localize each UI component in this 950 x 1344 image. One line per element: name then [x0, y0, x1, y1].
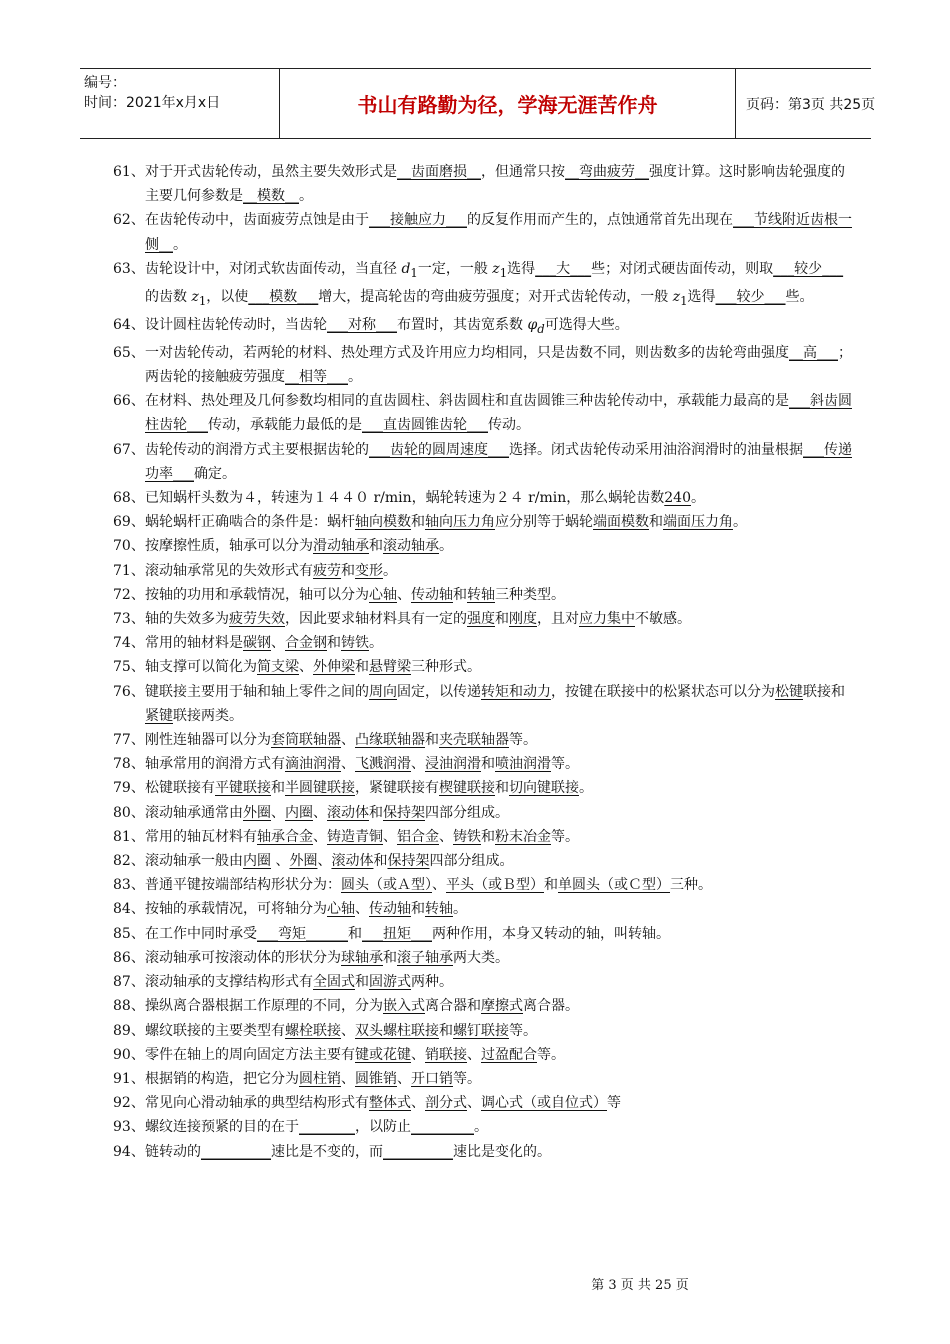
item-text: 轴承常用的润滑方式有滴油润滑、飞溅润滑、浸油润滑和喷油润滑等。 [145, 756, 579, 773]
list-item [113, 1067, 853, 1091]
item-number: 68、 [113, 490, 145, 507]
list-item [113, 728, 853, 752]
item-text: 根据销的构造，把它分为圆柱销、圆锥销、开口销等。 [145, 1070, 481, 1087]
item-text: 普通平键按端部结构形状分为：圆头（或Ａ型）、平头（或Ｂ型）和单圆头（或Ｃ型）三种。 [145, 877, 712, 894]
item-text: 键联接主要用于轴和轴上零件之间的周向固定，以传递转矩和动力，按键在联接中的松紧状态可以分为松键联接和紧键联接两类。 [145, 683, 845, 724]
item-number: 75、 [113, 659, 145, 676]
header-meta [80, 69, 280, 138]
item-number: 71、 [113, 562, 145, 579]
page-header [80, 68, 876, 139]
page-footer: 第 3 页 共 25 页 [591, 1278, 689, 1293]
item-number: 93、 [113, 1119, 145, 1136]
question-list [113, 160, 853, 1164]
list-item [113, 680, 853, 728]
item-number: 80、 [113, 804, 145, 821]
list-item [113, 208, 853, 256]
item-number: 81、 [113, 828, 145, 845]
item-number: 67、 [113, 441, 145, 458]
list-item [113, 897, 853, 921]
item-text: 在齿轮传动中，齿面疲劳点蚀是由于___接触应力___的反复作用而产生的，点蚀通常首先出现在___节线附近齿根一侧__。 [145, 212, 852, 253]
item-text: 螺纹连接预紧的目的在于________，以防止_________。 [145, 1119, 488, 1136]
list-item [113, 1043, 853, 1067]
item-number: 74、 [113, 635, 145, 652]
item-number: 69、 [113, 514, 145, 531]
item-number: 91、 [113, 1070, 145, 1087]
item-text: 一对齿轮传动，若两轮的材料、热处理方式及许用应力均相同，只是齿数不同，则齿数多的齿轮弯曲强度__高___；两齿轮的接触疲劳强度__相等___。 [145, 344, 852, 386]
list-item [113, 801, 853, 825]
list-item [113, 825, 853, 849]
list-item [113, 510, 853, 534]
item-text: 设计圆柱齿轮传动时，当齿轮___对称___布置时，其齿宽系数 $\varphi_d$可选得大些。 [145, 316, 629, 336]
item-text: 齿轮传动的润滑方式主要根据齿轮的___齿轮的圆周速度___选择。闭式齿轮传动采用油浴润滑时的油量根据___传递功率___确定。 [145, 441, 852, 482]
item-text: 刚性连轴器可以分为套筒联轴器、凸缘联轴器和夹壳联轴器等。 [145, 732, 537, 749]
list-item [113, 257, 853, 313]
item-number: 66、 [113, 393, 145, 410]
item-number: 72、 [113, 586, 145, 603]
item-text: 松键联接有平键联接和半圆键联接，紧键联接有楔键联接和切向键联接。 [145, 780, 593, 797]
item-text: 齿轮设计中，对闭式软齿面传动，当直径 $d_1$一定，一般 $z_1$选得___大___些；对闭式硬齿面传动，则取___较少___的齿数 $z_1$，以使___模数___增大，提高轮齿的弯曲疲劳强度；对开式齿轮传动，一般 $z_1$选得___较少___些。 [145, 260, 844, 308]
list-item [113, 486, 853, 510]
list-item [113, 438, 853, 486]
list-item [113, 922, 853, 946]
item-number: 78、 [113, 756, 145, 773]
item-text: 轴的失效多为疲劳失效，因此要求轴材料具有一定的强度和刚度，且对应力集中不敏感。 [145, 611, 691, 628]
list-item [113, 994, 853, 1018]
item-number: 87、 [113, 974, 145, 991]
date-label: 时间：2021年x月x日 [84, 95, 221, 111]
item-text: 在工作中同时承受___弯矩______和___扭矩___两种作用，本身又转动的轴，叫转轴。 [145, 925, 670, 942]
list-item [113, 873, 853, 897]
item-text: 滚动轴承常见的失效形式有疲劳和变形。 [145, 562, 397, 579]
item-number: 73、 [113, 611, 145, 628]
item-text: 对于开式齿轮传动，虽然主要失效形式是__齿面磨损__，但通常只按__弯曲疲劳__强度计算。这时影响齿轮强度的主要几何参数是__模数__。 [145, 164, 845, 205]
list-item [113, 631, 853, 655]
item-text: 按轴的承载情况，可将轴分为心轴、传动轴和转轴。 [145, 901, 467, 918]
list-item [113, 534, 853, 558]
item-number: 63、 [113, 260, 145, 277]
item-text: 已知蜗杆头数为４，转速为１４４０ r/min，蜗轮转速为２４ r/min，那么蜗轮齿数240。 [145, 490, 705, 507]
list-item [113, 752, 853, 776]
item-text: 零件在轴上的周向固定方法主要有键或花键、销联接、过盈配合等。 [145, 1046, 565, 1063]
item-number: 77、 [113, 732, 145, 749]
item-number: 70、 [113, 538, 145, 555]
list-item [113, 1091, 853, 1115]
list-item [113, 1115, 853, 1139]
list-item [113, 607, 853, 631]
list-item [113, 849, 853, 873]
item-text: 常用的轴材料是碳钢、合金钢和铸铁。 [145, 635, 383, 652]
number-label: 编号： [84, 75, 126, 91]
header-motto: 书山有路勤为径，学海无涯苦作舟 [280, 69, 736, 138]
item-text: 螺纹联接的主要类型有螺栓联接、双头螺柱联接和螺钉联接等。 [145, 1022, 537, 1039]
item-number: 62、 [113, 212, 145, 229]
list-item [113, 655, 853, 679]
item-number: 85、 [113, 925, 145, 942]
list-item [113, 776, 853, 800]
item-text: 在材料、热处理及几何参数均相同的直齿圆柱、斜齿圆柱和直齿圆锥三种齿轮传动中，承载能力最高的是___斜齿圆柱齿轮___传动，承载能力最低的是___直齿圆锥齿轮___传动。 [145, 393, 852, 434]
list-item [113, 389, 853, 437]
item-number: 86、 [113, 949, 145, 966]
item-number: 92、 [113, 1095, 145, 1112]
item-number: 76、 [113, 683, 145, 700]
item-number: 82、 [113, 853, 145, 870]
item-text: 滚动轴承一般由内圈 、外圈、滚动体和保持架四部分组成。 [145, 853, 514, 870]
item-number: 65、 [113, 344, 145, 361]
item-number: 88、 [113, 998, 145, 1015]
item-text: 操纵离合器根据工作原理的不同，分为嵌入式离合器和摩擦式离合器。 [145, 998, 579, 1015]
list-item [113, 970, 853, 994]
item-text: 链转动的__________速比是不变的，而__________速比是变化的。 [145, 1143, 551, 1160]
list-item [113, 1019, 853, 1043]
item-number: 83、 [113, 877, 145, 894]
list-item [113, 583, 853, 607]
item-number: 79、 [113, 780, 145, 797]
item-text: 滚动轴承可按滚动体的形状分为球轴承和滚子轴承两大类。 [145, 949, 509, 966]
item-text: 按轴的功用和承载情况，轴可以分为心轴、传动轴和转轴三种类型。 [145, 586, 565, 603]
list-item [113, 160, 853, 208]
list-item [113, 559, 853, 583]
item-text: 按摩擦性质，轴承可以分为滑动轴承和滚动轴承。 [145, 538, 453, 555]
item-text: 常见向心滑动轴承的典型结构形式有整体式、剖分式、调心式（或自位式）等 [145, 1095, 621, 1112]
item-text: 轴支撑可以简化为简支梁、外伸梁和悬臂梁三种形式。 [145, 659, 481, 676]
item-number: 94、 [113, 1143, 145, 1160]
list-item [113, 313, 853, 341]
item-text: 蜗轮蜗杆正确啮合的条件是：蜗杆轴向模数和轴向压力角应分别等于蜗轮端面模数和端面压力角。 [145, 514, 747, 531]
item-text: 滚动轴承通常由外圈、内圈、滚动体和保持架四部分组成。 [145, 804, 509, 821]
list-item [113, 341, 853, 389]
item-number: 84、 [113, 901, 145, 918]
item-number: 61、 [113, 164, 145, 180]
item-number: 90、 [113, 1046, 145, 1063]
header-page-number: 页码：第3页 共25页 [746, 96, 876, 113]
item-text: 滚动轴承的支撑结构形式有全固式和固游式两种。 [145, 974, 453, 991]
item-number: 89、 [113, 1022, 145, 1039]
list-item [113, 946, 853, 970]
item-text: 常用的轴瓦材料有轴承合金、铸造青铜、铝合金、铸铁和粉末冶金等。 [145, 828, 579, 845]
list-item [113, 1140, 853, 1164]
item-number: 64、 [113, 316, 145, 333]
